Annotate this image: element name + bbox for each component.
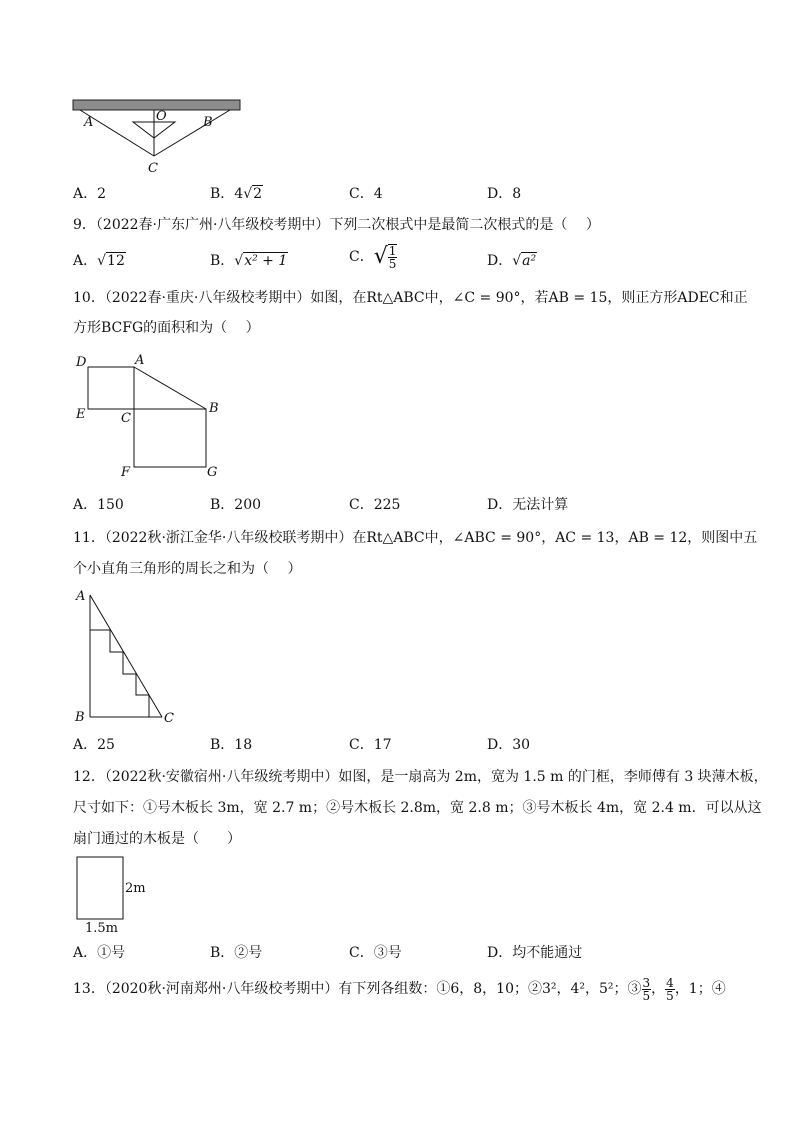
fig8-label-o: O <box>156 109 167 124</box>
q10-stem-line1: 10．（2022春·重庆·八年级校考期中）如图，在Rt△ABC中，∠C = 90°，若AB = 15，则正方形ADEC和正 <box>73 290 748 306</box>
q9-option-a <box>73 252 126 270</box>
q9-option-b-prefix: B． <box>210 253 235 269</box>
fig10-label-d: D <box>76 355 87 370</box>
q10-option-a: A．150 <box>73 497 124 513</box>
q10-option-b: B．200 <box>210 497 262 513</box>
q9-option-c-prefix: C． <box>349 249 374 265</box>
q13-fraction-1 <box>642 977 652 1002</box>
q11-stem-line2: 个小直角三角形的周长之和为（ ） <box>73 561 302 577</box>
q8-option-a: A．2 <box>73 186 107 202</box>
fig10-label-b: B <box>209 401 219 416</box>
fig10-label-a: A <box>135 353 145 368</box>
q11-option-d: D．30 <box>487 737 531 753</box>
q9-option-c: C．√ $\frac{1}{5}$ <box>349 244 397 271</box>
q9-option-d-radicand: a² <box>522 253 537 269</box>
q9-option-d <box>487 252 537 270</box>
fig8-label-a: A <box>84 115 94 130</box>
fig12-height-label: 2m <box>125 881 146 896</box>
q9-option-a-radicand: 12 <box>107 253 125 269</box>
q9-option-c-denominator: 5 <box>388 257 397 271</box>
q8-option-b-radicand: 2 <box>253 186 263 202</box>
fig11-label-a: A <box>76 589 86 604</box>
q9-option-a-prefix: A． <box>73 253 98 269</box>
fig10-label-f: F <box>121 465 131 480</box>
fig8-label-c: C <box>148 161 158 176</box>
q12-option-d: D．均不能通过 <box>487 945 583 961</box>
q8-option-b-radical: √2 <box>243 186 263 202</box>
q8-option-b-prefix: B．4 <box>210 186 244 202</box>
q8-option-b <box>210 185 263 203</box>
q11-option-b: B．18 <box>210 737 253 753</box>
q11-stem-line1: 11．（2022秋·浙江金华·八年级校联考期中）在Rt△ABC中，∠ABC = 90°，AC = 13，AB = 12，则图中五 <box>73 530 758 546</box>
q9-option-d-radical: √a² <box>512 253 537 269</box>
q13-stem <box>73 976 726 1002</box>
q13-fraction-1-numerator: 3 <box>642 975 651 990</box>
q12-option-a: A．①号 <box>73 945 126 961</box>
q13-stem-start: 13．（2020秋·河南郑州·八年级校考期中）有下列各组数：①6，8，10；②3²，4²，5²；③ <box>73 981 642 997</box>
q12-stem-line1: 12．（2022秋·安徽宿州·八年级统考期中）如图，是一扇高为 2m，宽为 1.5 m 的门框，李师傅有 3 块薄木板， <box>73 769 768 785</box>
q9-option-c-numerator: 1 <box>388 244 397 258</box>
q9-option-a-radical: √12 <box>97 253 125 269</box>
figure-q12-door <box>70 852 160 936</box>
q13-fraction-2-numerator: 4 <box>666 975 674 990</box>
figure-q10 <box>70 350 230 485</box>
q9-option-d-prefix: D． <box>487 253 513 269</box>
fig10-label-c: C <box>121 411 131 426</box>
q13-fraction-2-denominator: 5 <box>666 988 674 1003</box>
q11-option-a: A．25 <box>73 737 115 753</box>
q10-stem-line2: 方形BCFG的面积和为（ ） <box>73 320 260 336</box>
q8-option-d: D．8 <box>487 186 522 202</box>
q11-option-c: C．17 <box>349 737 392 753</box>
q9-option-b-radicand: x² + 1 <box>244 253 288 269</box>
q13-fraction-2 <box>665 977 675 1002</box>
q10-option-d: D．无法计算 <box>487 497 569 513</box>
fig10-label-e: E <box>76 407 86 422</box>
q9-option-b-radical: √x² + 1 <box>234 253 288 269</box>
q9-stem: 9．（2022春·广东广州·八年级校考期中）下列二次根式中是最简二次根式的是（ ） <box>73 217 600 233</box>
fig10-label-g: G <box>207 465 218 480</box>
q12-option-b: B．②号 <box>210 945 263 961</box>
q12-stem-line3: 扇门通过的木板是（ ） <box>73 831 241 847</box>
fig11-label-c: C <box>164 711 174 725</box>
q9-option-b <box>210 252 288 270</box>
q13-stem-end: ，1；④ <box>674 981 726 997</box>
figure-q11 <box>70 585 185 725</box>
q12-stem-line2: 尺寸如下：①号木板长 3m，宽 2.7 m；②号木板长 2.8m，宽 2.8 m；③号木板长 4m，宽 2.4 m．可以从这 <box>73 800 762 816</box>
q9-option-c-fraction <box>388 244 398 270</box>
q12-option-c: C．③号 <box>349 945 402 961</box>
fig8-label-b: B <box>203 115 213 130</box>
q10-option-c: C．225 <box>349 497 401 513</box>
fig11-label-b: B <box>75 710 85 725</box>
q13-fraction-1-denominator: 5 <box>642 988 651 1003</box>
q8-option-c: C．4 <box>349 186 383 202</box>
figure-q8 <box>70 96 245 176</box>
fig12-width-label: 1.5m <box>85 921 119 936</box>
q13-separator: ， <box>651 981 666 997</box>
